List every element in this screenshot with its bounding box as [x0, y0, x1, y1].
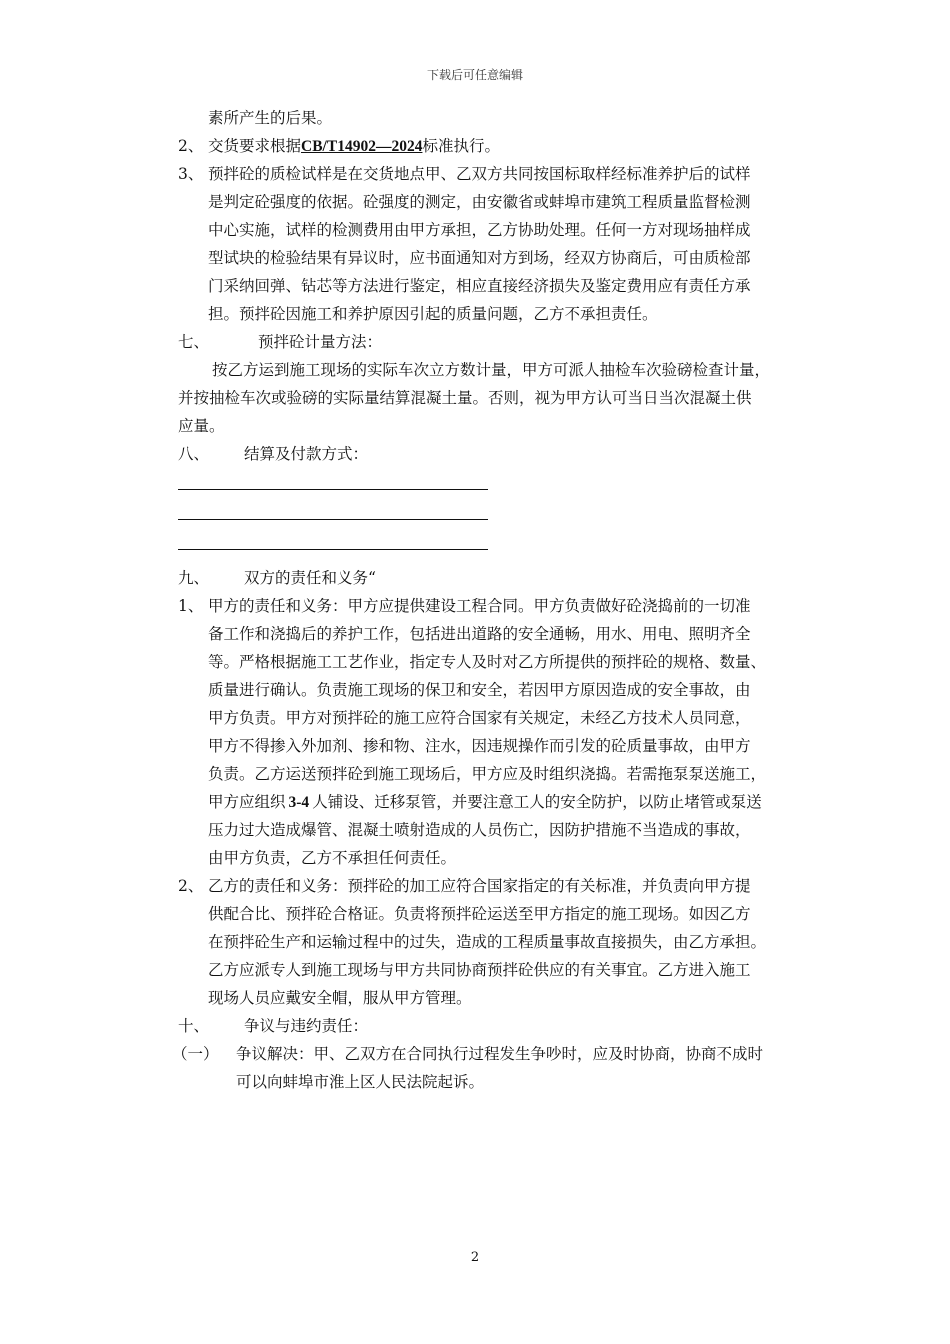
section-heading — [178, 440, 818, 468]
text-span: 预拌砼的质检试样是在交货地点甲、乙双方共同按国标取样经标准养护后的试样 — [208, 165, 751, 183]
list-item — [178, 592, 818, 620]
list-number: 2、 — [178, 877, 204, 895]
section-heading — [178, 564, 818, 592]
page-number: 2 — [470, 1250, 480, 1265]
section-title: 预拌砼计量方法： — [258, 333, 383, 351]
section-number: 十、 — [178, 1017, 210, 1035]
text-line: 可以向蚌埠市淮上区人民法院起诉。 — [236, 1073, 485, 1091]
text-span: 甲方应组织 — [208, 793, 286, 811]
blank-fill-line[interactable] — [178, 528, 818, 558]
text-span: 乙方的责任和义务：预拌砼的加工应符合国家指定的有关标准，并负责向甲方提 — [208, 877, 751, 895]
text-span: 人铺设、迁移泵管，并要注意工人的安全防护，以防止堵管或泵送 — [312, 793, 762, 811]
text-line: 乙方应派专人到施工现场与甲方共同协商预拌砼供应的有关事宜。乙方进入施工 — [208, 961, 751, 979]
text-line: 按乙方运到施工现场的实际车次立方数计量，甲方可派人抽检车次验磅检查计量， — [212, 361, 771, 379]
list-item — [178, 160, 818, 188]
list-item — [172, 1040, 818, 1068]
section-number: 九、 — [178, 569, 210, 587]
section-number: 七、 — [178, 333, 210, 351]
text-line: 等。严格根据施工工艺作业，指定专人及时对乙方所提供的预拌砼的规格、数量、 — [208, 653, 767, 671]
section-heading — [178, 1012, 818, 1040]
text-line: 是判定砼强度的依据。砼强度的测定，由安徽省或蚌埠市建筑工程质量监督检测 — [208, 193, 751, 211]
text-span: 交货要求根据 — [208, 137, 302, 155]
text-line: 备工作和浇捣后的养护工作，包括进出道路的安全通畅，用水、用电、照明齐全 — [208, 625, 751, 643]
text-line: 负责。乙方运送预拌砼到施工现场后，甲方应及时组织浇捣。若需拖泵泵送施工， — [208, 765, 767, 783]
text-line: 型试块的检验结果有异议时，应书面通知对方到场，经双方协商后，可由质检部 — [208, 249, 751, 267]
text-span: 甲方的责任和义务：甲方应提供建设工程合同。甲方负责做好砼浇捣前的一切准 — [208, 597, 751, 615]
text-line: 素所产生的后果。 — [208, 109, 333, 127]
list-number: （一） — [172, 1045, 219, 1063]
text-line: 由甲方负责，乙方不承担任何责任。 — [208, 849, 457, 867]
list-item — [178, 132, 818, 160]
section-title: 争议与违约责任： — [244, 1017, 369, 1035]
text-line — [178, 788, 818, 816]
list-item — [178, 872, 818, 900]
text-line: 门采纳回弹、钻芯等方法进行鉴定，相应直接经济损失及鉴定费用应有责任方承 — [208, 277, 751, 295]
text-line: 并按抽检车次或验磅的实际量结算混凝土量。否则，视为甲方认可当日当次混凝土供 — [178, 389, 752, 407]
blank-fill-line[interactable] — [178, 498, 818, 528]
text-line: 甲方不得掺入外加剂、掺和物、注水，因违规操作而引发的砼质量事故，由甲方 — [208, 737, 751, 755]
text-line: 应量。 — [178, 417, 225, 435]
section-title: 双方的责任和义务“ — [244, 569, 376, 587]
text-line: 中心实施，试样的检测费用由甲方承担，乙方协助处理。任何一方对现场抽样成 — [208, 221, 751, 239]
text-span: 争议解决：甲、乙双方在合同执行过程发生争吵时，应及时协商，协商不成时 — [236, 1045, 764, 1063]
section-title: 结算及付款方式： — [244, 445, 369, 463]
list-number: 3、 — [178, 165, 204, 183]
list-number: 2、 — [178, 137, 204, 155]
page-header: 下载后可任意编辑 — [426, 68, 523, 82]
text-span: 3-4 — [288, 794, 310, 811]
document-body — [172, 104, 818, 1096]
blank-fill-line[interactable] — [178, 468, 818, 498]
text-line: 质量进行确认。负责施工现场的保卫和安全，若因甲方原因造成的安全事故，由 — [208, 681, 751, 699]
text-line: 甲方负责。甲方对预拌砼的施工应符合国家有关规定，未经乙方技术人员同意， — [208, 709, 751, 727]
text-line: 压力过大造成爆管、混凝土喷射造成的人员伤亡，因防护措施不当造成的事故， — [208, 821, 751, 839]
text-span: 标准执行。 — [422, 137, 500, 155]
text-line: 在预拌砼生产和运输过程中的过失，造成的工程质量事故直接损失，由乙方承担。 — [208, 933, 767, 951]
text-line: 供配合比、预拌砼合格证。负责将预拌砼运送至甲方指定的施工现场。如因乙方 — [208, 905, 751, 923]
text-line: 现场人员应戴安全帽，服从甲方管理。 — [208, 989, 472, 1007]
list-number: 1、 — [178, 597, 204, 615]
standard-code: CB/T14902—2024 — [301, 138, 423, 155]
section-number: 八、 — [178, 445, 210, 463]
text-line: 担。预拌砼因施工和养护原因引起的质量问题，乙方不承担责任。 — [208, 305, 658, 323]
section-heading — [178, 328, 818, 356]
